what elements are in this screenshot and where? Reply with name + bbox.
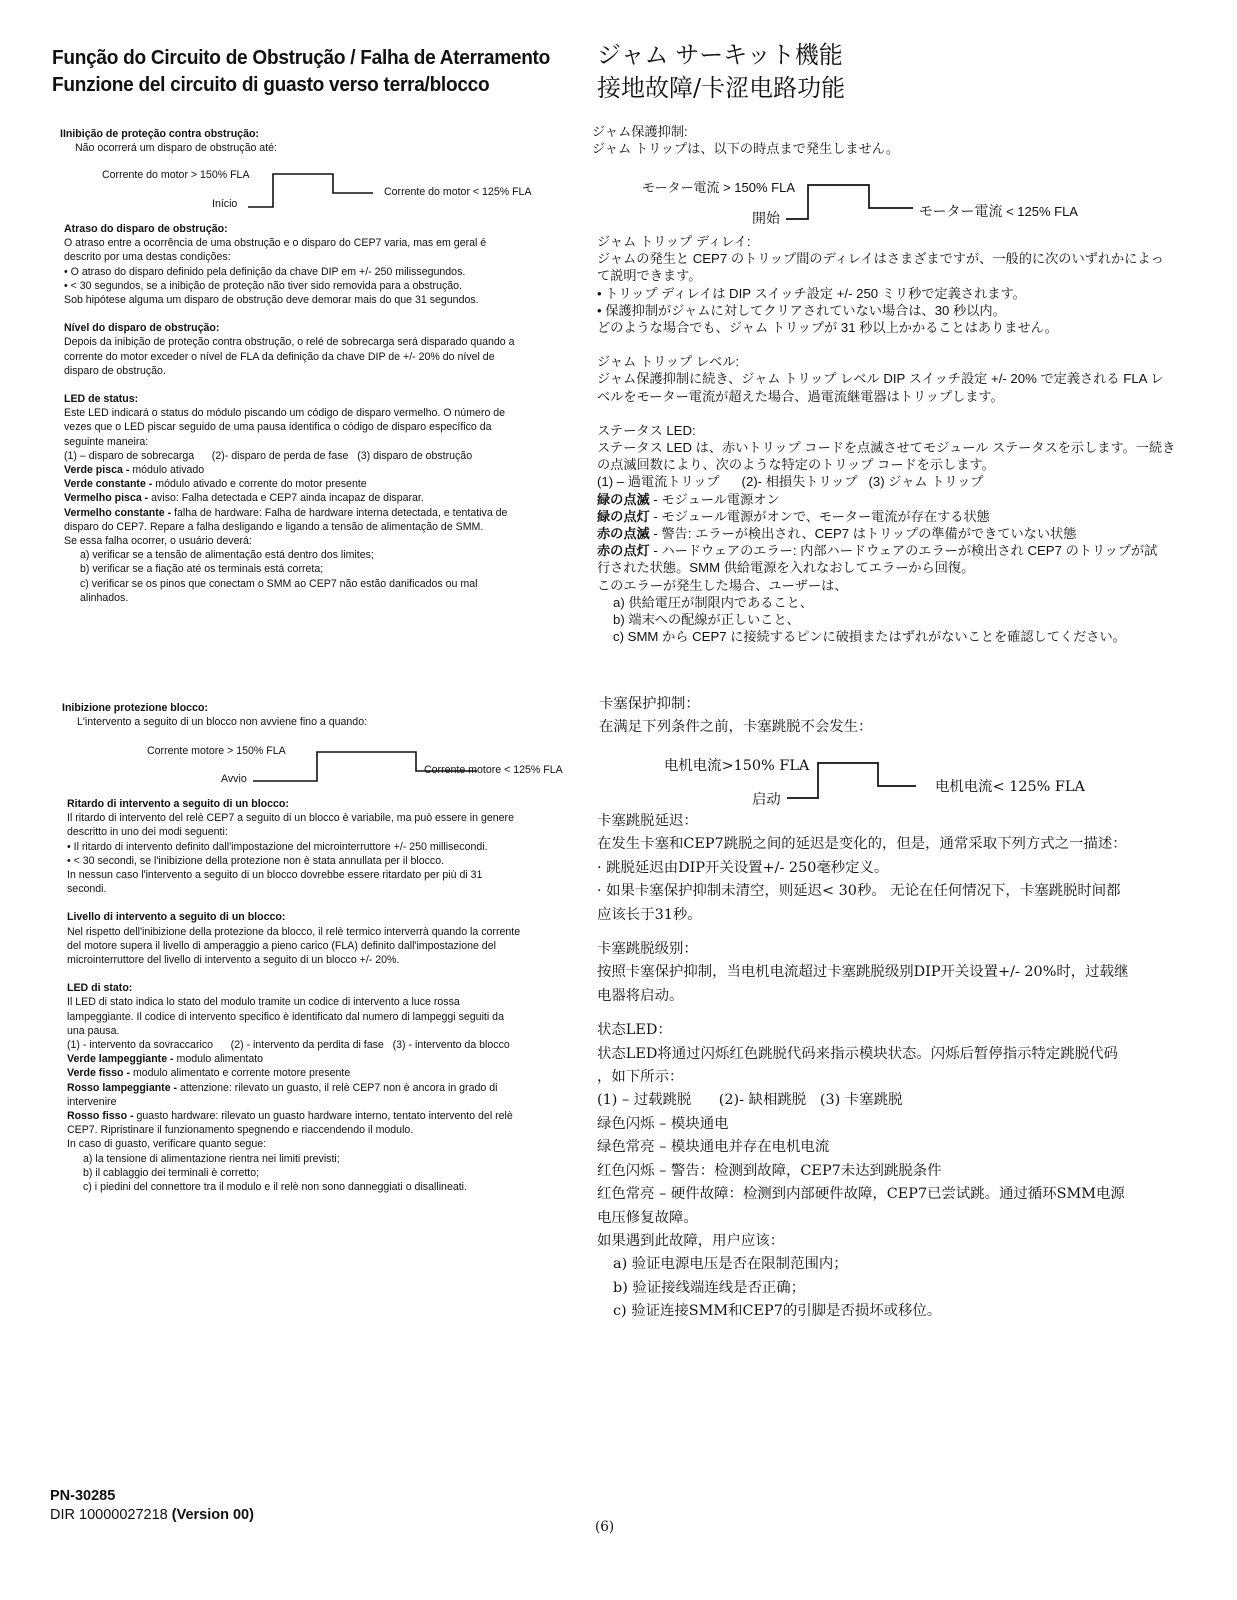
it-led-green-solid xyxy=(67,1066,577,1080)
jp-level-heading: ジャム トリップ レベル: xyxy=(597,354,740,370)
jp-diagram-low-label xyxy=(919,201,1078,221)
it-inhibit-heading: Inibizione protezione blocco: xyxy=(62,702,208,714)
pt-led-red-solid xyxy=(64,506,564,520)
it-rs-text: guasto hardware: rilevato un guasto hardware interno, tentato intervento del relè xyxy=(133,1110,513,1123)
cn-fault-intro: 如果遇到此故障，用户应该： xyxy=(597,1232,785,1249)
pt-gs-label: Verde constante - xyxy=(64,478,153,491)
cn-inhibit-text: 在满足下列条件之前，卡塞跳脱不会发生： xyxy=(599,719,873,736)
it-led-red-blink xyxy=(67,1081,577,1095)
it-gb-text: modulo alimentato xyxy=(173,1053,264,1066)
pt-inhibit-text: Não ocorrerá um disparo de obstrução até: xyxy=(75,142,277,155)
jp-led-codes: (1) – 過電流トリップ (2)- 相損失トリップ (3) ジャム トリップ xyxy=(597,474,984,490)
it-gs-label: Verde fisso - xyxy=(67,1067,130,1080)
cn-body xyxy=(597,810,1207,1324)
pt-fault-item: c) verificar se os pinos que conectam o SMM ao CEP7 não estão danificados ou mal xyxy=(80,577,478,590)
it-delay-bullet: • < 30 secondi, se l'inibizione della protezione non è stata annullata per il blocco. xyxy=(67,854,445,867)
it-led-line: lampeggiante. Il codice di intervento specifico è identificato dal numero di lampeggi seguiti da xyxy=(67,1010,504,1023)
jp-delay-line: ジャムの発生と CEP7 のトリップ間のディレイはさまざまですが、一般的に次のいずれかによっ xyxy=(597,251,1164,267)
it-fault-item: b) il cablaggio dei terminali è corretto; xyxy=(83,1166,260,1179)
pt-delay-heading: Atraso do disparo de obstrução: xyxy=(64,223,228,235)
jp-led-green-blink xyxy=(597,491,1197,508)
jp-delay-heading: ジャム トリップ ディレイ: xyxy=(597,234,751,249)
pt-level-heading: Nível do disparo de obstrução: xyxy=(64,322,220,335)
it-diagram-start-label: Avvio xyxy=(221,773,247,785)
jp-led-heading: ステータス LED: xyxy=(597,422,696,438)
jp-diagram-low-value: < 125% FLA xyxy=(1002,204,1078,219)
page-number: (6) xyxy=(595,1519,615,1535)
jp-rs-label: 赤の点灯 xyxy=(597,543,650,559)
pt-fault-item: alinhados. xyxy=(80,591,129,604)
cn-level-line: 电器将启动。 xyxy=(597,987,684,1004)
jp-inhibit-heading: ジャム保護抑制: xyxy=(592,124,688,139)
it-led-heading: LED di stato: xyxy=(67,982,133,995)
cn-diagram-start-label: 启动 xyxy=(752,792,781,808)
it-led-line: Il LED di stato indica lo stato del modulo tramite un codice di intervento a luce rossa xyxy=(67,996,460,1009)
pt-led-heading: LED de status: xyxy=(64,393,139,406)
cn-level-line: 按照卡塞保护抑制，当电机电流超过卡塞跳脱级别DIP开关设置+/- 20%时，过载继 xyxy=(597,964,1129,981)
it-led-red-blink-cont: intervenire xyxy=(67,1095,117,1108)
pt-led-line: Este LED indicará o status do módulo piscando um código de disparo vermelho. O número de xyxy=(64,407,506,420)
jp-gs-label: 緑の点灯 xyxy=(597,508,650,524)
jp-current-diagram xyxy=(592,173,1132,229)
cn-delay-heading: 卡塞跳脱延迟： xyxy=(597,813,698,829)
jp-delay-bullet: • トリップ ディレイは DIP スイッチ設定 +/- 250 ミリ秒で定義されます。 xyxy=(597,285,1026,301)
cn-fault-item: a) 验证电源电压是否在限制范围内； xyxy=(613,1256,848,1273)
pt-delay-line: O atraso entre a ocorrência de uma obstrução e o disparo do CEP7 varia, mas em geral é xyxy=(64,237,487,250)
it-body xyxy=(67,797,577,1194)
pt-rb-text: aviso: Falha detectada e CEP7 ainda incapaz de disparar. xyxy=(148,492,424,505)
document-id: DIR 10000027218 xyxy=(50,1507,172,1523)
it-delay-bullet: • Il ritardo di intervento definito dall'impostazione del microinterruttore +/- 250 millisecondi. xyxy=(67,840,488,853)
pt-gb-label: Verde pisca - xyxy=(64,464,130,477)
it-led-red-solid xyxy=(67,1109,577,1123)
jp-inhibit-section xyxy=(592,123,1192,157)
pt-fault-intro: Se essa falha ocorrer, o usuário deverá: xyxy=(64,535,252,548)
pt-rb-label: Vermelho pisca - xyxy=(64,492,149,505)
pt-body xyxy=(64,222,564,605)
it-rb-text: attenzione: rilevato un guasto, il relè CEP7 non è ancora in grado di xyxy=(177,1081,498,1094)
page-title-portuguese xyxy=(52,44,550,98)
jp-rb-text: - 警告: エラーが検出され、CEP7 はトリップの準備ができていない状態 xyxy=(649,526,1077,542)
jp-rb-label: 赤の点滅 xyxy=(597,526,650,542)
it-level-line: Nel rispetto dell'inibizione della protezione da blocco, il relè termico interverrà quando la corrente xyxy=(67,925,521,938)
pt-level-line: disparo de obstrução. xyxy=(64,364,166,377)
jp-led-red-solid-cont: 行された状態。SMM 供給電源を入れなおしてエラーから回復。 xyxy=(597,560,975,576)
pt-fault-item: b) verificar se a fiação até os terminais está correta; xyxy=(80,563,324,576)
cn-fault-item: c) 验证连接SMM和CEP7的引脚是否损坏或移位。 xyxy=(613,1303,942,1320)
cn-fault-item: b) 验证接线端连线是否正确； xyxy=(613,1279,806,1296)
cn-led-red-solid: 红色常亮 – 硬件故障：检测到内部硬件故障，CEP7已尝试跳。通过循环SMM电源 xyxy=(597,1186,1125,1203)
jp-fault-intro: このエラーが発生した場合、ユーザーは、 xyxy=(597,577,848,593)
jp-rs-text: - ハードウェアのエラー: 内部ハードウェアのエラーが検出され CEP7 のトリップが試 xyxy=(649,543,1158,559)
jp-gb-text: - モジュール電源オン xyxy=(649,491,780,507)
it-gb-label: Verde lampeggiante - xyxy=(67,1053,174,1066)
document-version: (Version 00) xyxy=(171,1507,254,1523)
cn-led-codes: (1) – 过载跳脱 (2)- 缺相跳脱 (3) 卡塞跳脱 xyxy=(597,1092,903,1109)
cn-delay-bullet: · 跳脱延迟由DIP开关设置+/- 250毫秒定义。 xyxy=(597,859,889,876)
title-it: Funzione del circuito di guasto verso terra/blocco xyxy=(52,73,490,96)
jp-level-line: ベルをモーター電流が超えた場合、過電流継電器はトリップします。 xyxy=(597,388,1004,404)
pt-inhibit-heading: IInibição de proteção contra obstrução: xyxy=(60,128,259,140)
jp-level-line: ジャム保護抑制に続き、ジャム トリップ レベル DIP スイッチ設定 +/- 20% で定義される FLA レ xyxy=(597,371,1164,387)
footer-document-id xyxy=(50,1507,254,1523)
pt-led-green-blink xyxy=(64,463,564,477)
it-delay-line: descritto in uno dei modi seguenti: xyxy=(67,826,228,839)
cn-diagram-low-label: 电机电流< 125% FLA xyxy=(935,779,1085,795)
pt-inhibit-section xyxy=(60,127,560,155)
cn-delay-line: 应该长于31秒。 xyxy=(597,906,702,923)
pt-diagram-high-label: Corrente do motor > 150% FLA xyxy=(102,169,250,181)
cn-led-red-solid-cont: 电压修复故障。 xyxy=(597,1209,698,1226)
pt-gb-text: módulo ativado xyxy=(129,464,205,477)
pt-delay-bullet: • < 30 segundos, se a inibição de proteção não tiver sido removida para a obstrução. xyxy=(64,279,462,292)
it-inhibit-text: L'intervento a seguito di un blocco non avviene fino a quando: xyxy=(77,716,368,729)
pt-delay-line: Sob hipótese alguma um disparo de obstrução deve demorar mais do que 31 segundos. xyxy=(64,294,479,307)
title-japanese: ジャム サーキット機能 xyxy=(597,42,843,69)
cn-led-line: ，如下所示： xyxy=(597,1069,684,1086)
footer-part-number xyxy=(50,1488,115,1504)
cn-led-line: 状态LED将通过闪烁红色跳脱代码来指示模块状态。闪烁后暂停指示特定跳脱代码 xyxy=(597,1045,1118,1062)
pt-led-green-solid xyxy=(64,477,564,491)
it-diagram-high-label: Corrente motore > 150% FLA xyxy=(147,745,286,757)
it-fault-item: a) la tensione di alimentazione rientra nei limiti previsti; xyxy=(83,1152,340,1165)
cn-led-heading: 状态LED： xyxy=(597,1022,672,1039)
pt-rs-label: Vermelho constante - xyxy=(64,506,172,519)
jp-body xyxy=(597,233,1197,645)
it-led-green-blink xyxy=(67,1052,577,1066)
it-led-red-solid-cont: CEP7. Ripristinare il funzionamento spegnendo e riaccendendo il modulo. xyxy=(67,1124,414,1137)
pt-led-red-solid-cont: disparo do CEP7. Repare a falha desligando e ligando a tensão de alimentação de SMM. xyxy=(64,520,484,533)
it-fault-item: c) i piedini del connettore tra il modulo e il relè non sono danneggiati o disallineati. xyxy=(83,1181,467,1194)
pt-rs-text: falha de hardware: Falha de hardware interna detectada, e tentativa de xyxy=(171,506,508,519)
cn-level-heading: 卡塞跳脱级别： xyxy=(597,941,698,958)
pt-current-diagram xyxy=(60,165,580,215)
cn-led-green-blink: 绿色闪烁 – 模块通电 xyxy=(597,1115,729,1132)
jp-led-line: ステータス LED は、赤いトリップ コードを点滅させてモジュール ステータスを示します。一続き xyxy=(597,440,1176,456)
jp-gb-label: 緑の点滅 xyxy=(597,491,650,507)
jp-gs-text: - モジュール電源がオンで、モーター電流が存在する状態 xyxy=(649,508,990,524)
it-delay-heading: Ritardo di intervento a seguito di un blocco: xyxy=(67,798,289,810)
it-level-line: microinterruttore del livello di intervento a seguito di un blocco +/- 20%. xyxy=(67,954,400,967)
cn-led-green-solid: 绿色常亮 – 模块通电并存在电机电流 xyxy=(597,1139,830,1156)
jp-diagram-high-label: モーター電流 > 150% FLA xyxy=(642,180,795,195)
part-number: PN-30285 xyxy=(50,1488,116,1504)
it-fault-intro: In caso di guasto, verificare quanto segue: xyxy=(67,1138,267,1151)
cn-diagram-high-label: 电机电流>150% FLA xyxy=(664,758,810,774)
cn-delay-bullet: · 如果卡塞保护抑制未清空，则延迟< 30秒。 无论在任何情况下，卡塞跳脱时间都 xyxy=(597,883,1121,900)
it-diagram-low-label: Corrente motore < 125% FLA xyxy=(424,764,563,776)
it-led-codes: (1) - intervento da sovraccarico (2) - intervento da perdita di fase (3) - intervento da blocco xyxy=(67,1039,510,1052)
pt-led-line: vezes que o LED piscar seguido de uma pausa identifica o código de disparo específico da xyxy=(64,421,492,434)
pt-delay-bullet: • O atraso do disparo definido pela definição da chave DIP em +/- 250 milissegundos. xyxy=(64,265,466,278)
jp-fault-item: a) 供給電圧が制限内であること、 xyxy=(613,594,814,610)
jp-delay-line: どのような場合でも、ジャム トリップが 31 秒以上かかることはありません。 xyxy=(597,320,1058,336)
pt-diagram-low-label: Corrente do motor < 125% FLA xyxy=(384,186,532,198)
jp-led-red-solid xyxy=(597,542,1197,559)
cn-current-diagram xyxy=(599,750,1159,810)
jp-led-line: の点滅回数により、次のような特定のトリップ コードを示します。 xyxy=(597,457,995,473)
jp-fault-item: c) SMM から CEP7 に接続するピンに破損またはずれがないことを確認してください。 xyxy=(613,629,1126,645)
jp-inhibit-text: ジャム トリップは、以下の時点まで発生しません。 xyxy=(592,141,899,157)
cn-inhibit-section xyxy=(599,693,1199,740)
it-level-line: del motore supera il livello di amperaggio a pieno carico (FLA) definito dall'impostazione del xyxy=(67,939,496,952)
jp-delay-line: て説明できます。 xyxy=(597,268,702,284)
it-rb-label: Rosso lampeggiante - xyxy=(67,1081,178,1094)
pt-led-red-blink xyxy=(64,491,564,505)
it-delay-line: In nessun caso l'intervento a seguito di un blocco dovrebbe essere ritardato per più di 31 xyxy=(67,869,483,882)
it-delay-line: secondi. xyxy=(67,883,107,896)
pt-delay-line: descrito por uma destas condições: xyxy=(64,251,231,264)
pt-led-codes: (1) – disparo de sobrecarga (2)- disparo de perda de fase (3) disparo de obstrução xyxy=(64,449,473,462)
it-current-diagram xyxy=(62,740,592,790)
jp-fault-item: b) 端末への配線が正しいこと、 xyxy=(613,612,800,628)
it-gs-text: modulo alimentato e corrente motore presente xyxy=(130,1067,351,1080)
cn-delay-line: 在发生卡塞和CEP7跳脱之间的延迟是变化的，但是，通常采取下列方式之一描述： xyxy=(597,836,1127,853)
pt-level-line: Depois da inibição de proteção contra obstrução, o relé de sobrecarga será disparado quando a xyxy=(64,336,515,349)
pt-diagram-start-label: Início xyxy=(212,198,238,210)
jp-delay-bullet: • 保護抑制がジャムに対してクリアされていない場合は、30 秒以内。 xyxy=(597,302,1006,318)
pt-led-line: seguinte maneira: xyxy=(64,435,149,448)
it-rs-label: Rosso fisso - xyxy=(67,1110,134,1123)
title-chinese: 接地故障/卡涩电路功能 xyxy=(597,74,846,102)
pt-level-line: corrente do motor exceder o nível de FLA da definição da chave DIP de +/- 20% do nível de xyxy=(64,350,495,363)
jp-led-red-blink xyxy=(597,525,1197,542)
jp-diagram-start-label: 開始 xyxy=(752,211,780,227)
it-delay-line: Il ritardo di intervento del relè CEP7 a seguito di un blocco è variabile, ma può essere in genere xyxy=(67,812,514,825)
title-pt: Função do Circuito de Obstrução / Falha de Aterramento xyxy=(52,46,551,69)
jp-led-green-solid xyxy=(597,508,1197,525)
pt-fault-item: a) verificar se a tensão de alimentação está dentro dos limites; xyxy=(80,549,374,562)
it-level-heading: Livello di intervento a seguito di un blocco: xyxy=(67,911,286,924)
it-led-line: una pausa. xyxy=(67,1024,120,1037)
pt-gs-text: módulo ativado e corrente do motor presente xyxy=(152,478,367,491)
jp-diagram-low-text: モーター電流 xyxy=(919,204,1003,220)
it-inhibit-section xyxy=(62,701,562,729)
cn-led-red-blink: 红色闪烁 – 警告：检测到故障，CEP7未达到跳脱条件 xyxy=(597,1162,942,1179)
cn-inhibit-heading: 卡塞保护抑制： xyxy=(599,696,700,712)
